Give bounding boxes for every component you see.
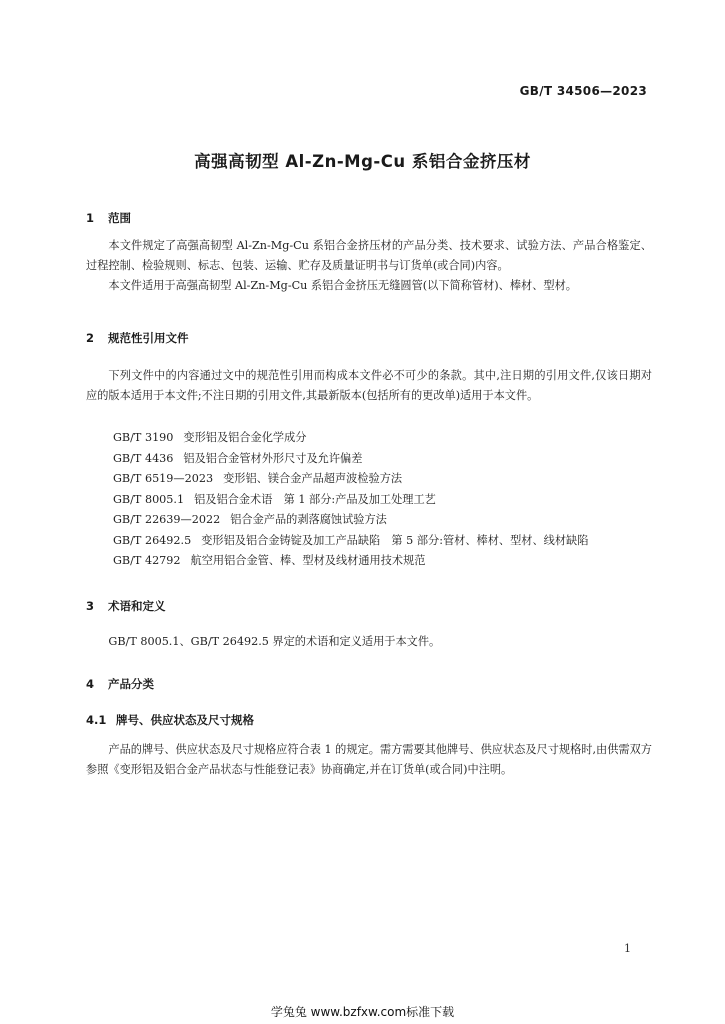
reference-item xyxy=(113,469,673,490)
reference-code: GB/T 3190 xyxy=(113,431,174,444)
section-2-title: 规范性引用文件 xyxy=(108,331,189,345)
reference-code: GB/T 4436 xyxy=(113,451,174,465)
page-number: 1 xyxy=(624,942,631,955)
reference-item xyxy=(113,551,673,572)
standard-code: GB/T 34506—2023 xyxy=(519,84,647,98)
section-4-title: 产品分类 xyxy=(108,677,154,691)
subsection-4-1-body xyxy=(86,740,652,780)
section-3-heading xyxy=(86,598,166,614)
reference-item xyxy=(113,428,673,449)
reference-code: GB/T 8005.1 xyxy=(113,492,185,506)
section-1-title: 范围 xyxy=(108,211,131,225)
section-3-title: 术语和定义 xyxy=(108,599,166,613)
terms-paragraph: GB/T 8005.1、GB/T 26492.5 界定的术语和定义适用于本文件。 xyxy=(108,635,441,648)
reference-title: 变形铝及铝合金铸锭及加工产品缺陷 第 5 部分:管材、棒材、型材、线材缺陷 xyxy=(201,533,589,547)
reference-code: GB/T 26492.5 xyxy=(113,533,192,547)
reference-item xyxy=(113,510,673,531)
subsection-4-1-title: 牌号、供应状态及尺寸规格 xyxy=(116,713,254,727)
section-2-intro xyxy=(86,366,652,406)
reference-list xyxy=(113,428,673,572)
reference-code: GB/T 6519—2023 xyxy=(113,472,214,485)
subsection-4-1-heading xyxy=(86,712,254,728)
section-1-body xyxy=(86,236,652,296)
section-3-number: 3 xyxy=(86,599,95,613)
reference-title: 变形铝及铝合金化学成分 xyxy=(183,431,307,444)
section-2-heading xyxy=(86,330,189,346)
section-1-heading xyxy=(86,210,131,226)
document-title: 高强高韧型 Al-Zn-Mg-Cu 系铝合金挤压材 xyxy=(194,152,531,171)
scope-paragraph-2: 本文件适用于高强高韧型 Al-Zn-Mg-Cu 系铝合金挤压无缝圆管(以下简称管材)、棒材、型材。 xyxy=(108,279,577,292)
reference-item xyxy=(113,531,673,552)
section-4-heading xyxy=(86,676,154,692)
scope-paragraph-1: 本文件规定了高强高韧型 Al-Zn-Mg-Cu 系铝合金挤压材的产品分类、技术要求、试验方法、产品合格鉴定、过程控制、检验规则、标志、包装、运输、贮存及质量证明书与订货单(或合同)内容。 xyxy=(86,239,652,272)
section-4-number: 4 xyxy=(86,677,95,691)
reference-code: GB/T 22639—2022 xyxy=(113,513,221,526)
subsection-4-1-number: 4.1 xyxy=(86,713,107,727)
reference-item xyxy=(113,490,673,511)
reference-title: 变形铝、镁合金产品超声波检验方法 xyxy=(223,472,403,485)
site-watermark: 学兔兔 www.bzfxw.com标准下载 xyxy=(270,1005,455,1019)
reference-title: 铝及铝合金管材外形尺寸及允许偏差 xyxy=(183,451,363,465)
reference-item xyxy=(113,449,673,470)
reference-title: 铝合金产品的剥落腐蚀试验方法 xyxy=(230,513,387,526)
normative-references-intro: 下列文件中的内容通过文中的规范性引用而构成本文件必不可少的条款。其中,注日期的引用文件,仅该日期对应的版本适用于本文件;不注日期的引用文件,其最新版本(包括所有的更改单)适用于本文件。 xyxy=(86,369,652,402)
section-1-number: 1 xyxy=(86,211,95,225)
section-3-body xyxy=(86,632,652,652)
section-2-number: 2 xyxy=(86,331,95,345)
reference-title: 铝及铝合金术语 第 1 部分:产品及加工处理工艺 xyxy=(194,492,436,506)
reference-title: 航空用铝合金管、棒、型材及线材通用技术规范 xyxy=(190,554,426,567)
reference-code: GB/T 42792 xyxy=(113,554,181,567)
grades-paragraph: 产品的牌号、供应状态及尺寸规格应符合表 1 的规定。需方需要其他牌号、供应状态及尺寸规格时,由供需双方参照《变形铝及铝合金产品状态与性能登记表》协商确定,并在订货单(或合同)中注明。 xyxy=(86,743,652,776)
